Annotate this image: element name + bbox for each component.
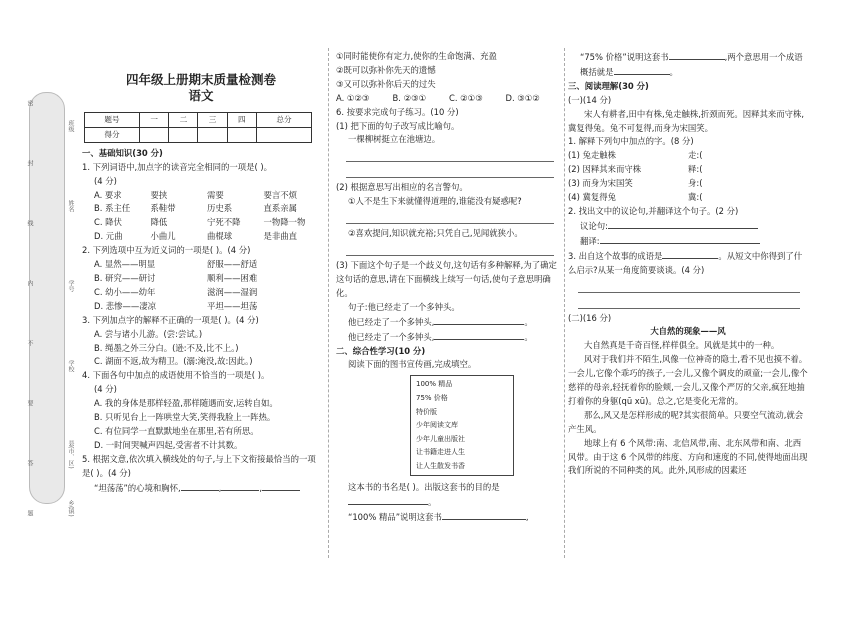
- answer-blank[interactable]: [262, 481, 300, 491]
- answer-line[interactable]: [346, 165, 554, 178]
- score-table: [84, 112, 312, 143]
- passage-2-para: 大自然真是千奇百怪,样样俱全。风就是其中的一种。: [584, 340, 780, 351]
- score-cell[interactable]: [198, 127, 227, 142]
- q1-option-a[interactable]: A. 要求 要挟 需要 要言不烦: [94, 189, 297, 200]
- answer-blank[interactable]: [662, 249, 718, 259]
- score-cell[interactable]: [169, 127, 198, 142]
- column-divider-1: [328, 48, 329, 558]
- fill-100-quality: “100% 精品”说明这套书 ,: [348, 512, 529, 523]
- fill-book-title: 这本书的书名是( )。出版这套书的目的是。: [348, 482, 500, 508]
- q3-option-c[interactable]: C. 湖面不返,故为精卫。(溺:淹没,故:因此。): [94, 356, 253, 367]
- answer-blank[interactable]: [669, 50, 725, 60]
- score-header: 三: [198, 113, 227, 128]
- part-1: (一)(14 分): [568, 94, 612, 105]
- question-6-2: (2) 根据意思写出相应的名言警句。: [336, 182, 468, 193]
- q1-item: (3) 而身为宋国笑 身:(: [568, 178, 703, 189]
- notice-6: 要: [26, 400, 33, 406]
- label-town: 乡(镇): [67, 500, 74, 517]
- passage-2-para: 风对于我们并不陌生,风像一位神奇的隐士,看不见也摸不着。一会儿,它像个乖巧的孩子,一会儿,又像个调皮的顽童;一会儿,像个慈祥的母亲,轻抚着你的脸颊,一会儿,又像个严厉的父亲,疯狂地抽打着你的身躯(qū xū)。总之,它是变化无常的。: [568, 354, 808, 406]
- book-poster: [410, 375, 514, 476]
- reading-q3: 3. 出自这个故事的成语是 。从短文中你得到了什么启示?从某一角度简要谈谈。(4 分): [568, 250, 803, 275]
- q4-option-d[interactable]: D. 一时间哭喊声四起,受害者不计其数。: [94, 439, 243, 450]
- notice-2: 封: [26, 160, 33, 166]
- section-reading: 三、阅读理解(30 分): [568, 80, 649, 91]
- passage-2-title: 大自然的现象——风: [650, 326, 726, 337]
- answer-blank[interactable]: [181, 481, 219, 491]
- column-right: [568, 50, 808, 478]
- label-name: 姓名: [67, 200, 74, 212]
- q4-option-b[interactable]: B. 只听见台上一阵哄堂大笑,笑得我脸上一阵热。: [94, 412, 276, 423]
- score-cell[interactable]: [256, 127, 311, 142]
- exam-title: 四年级上册期末质量检测卷: [125, 72, 276, 87]
- q2-option-c[interactable]: C. 幼小——幼年 滋润——湿润: [94, 286, 258, 297]
- q1-option-d[interactable]: D. 元曲 小曲儿 曲棍球 是非曲直: [94, 231, 297, 242]
- score-header: 一: [140, 113, 169, 128]
- question-2: 2. 下列选项中互为近义词的一项是( )。(4 分): [82, 245, 251, 256]
- book-item: 让人生散发书香: [416, 461, 465, 470]
- section-basic-knowledge: 一、基础知识(30 分): [82, 147, 163, 158]
- q5-option-c[interactable]: C. ②①③: [449, 92, 483, 103]
- book-item: 少年阅读文库: [416, 421, 458, 430]
- q1-option-b[interactable]: B. 系主任 系鞋带 历史系 直系亲属: [94, 203, 297, 214]
- q5-options: [336, 92, 562, 106]
- book-item: 100% 精品: [416, 380, 453, 389]
- book-item: 特价版: [416, 407, 437, 416]
- q3-option-a[interactable]: A. 尝与诸小儿游。(尝:尝试。): [94, 328, 203, 339]
- answer-blank[interactable]: [600, 234, 760, 244]
- q4-option-a[interactable]: A. 我的身体是那样轻盈,那样随遇而安,运转自如。: [94, 398, 278, 409]
- question-5: 5. 根据文意,依次填入横线处的句子,与上下文衔接最恰当的一项是( )。(4 分): [82, 453, 316, 478]
- column-divider-2: [564, 48, 565, 558]
- question-1-score: (4 分): [94, 175, 117, 186]
- notice-7: 答: [26, 460, 33, 466]
- answer-blank[interactable]: [221, 481, 259, 491]
- q5-option-d[interactable]: D. ③①②: [505, 92, 540, 103]
- column-middle: [336, 50, 562, 525]
- book-item: 少年儿童出版社: [416, 434, 465, 443]
- column-left: [82, 50, 320, 495]
- q5-sentence-1: ①同时能使你有定力,使你的生命饱满、充盈: [336, 51, 497, 61]
- book-item: 75% 价格: [416, 393, 448, 402]
- passage-2-para: 地球上有 6 个风带:南、北信风带,南、北东风带和南、北西风带。由于这 6 个风带的纬度、方向和速度的不同,使得地面出现我们所说的不同种类的风。此外,风形成的因素还: [568, 437, 808, 476]
- passage-2-para: 那么,风又是怎样形成的呢?其实很简单。只要空气流动,就会产生风。: [568, 409, 804, 434]
- score-cell[interactable]: [227, 127, 256, 142]
- answer-line[interactable]: [578, 296, 800, 309]
- label-school: 学校: [67, 360, 74, 372]
- question-6-1-text: 一棵柳树挺立在池塘边。: [348, 134, 441, 145]
- section-2-desc: 阅读下面的图书宣传画,完成填空。: [348, 359, 477, 370]
- q3-option-b[interactable]: B. 绳墨之外三分白。(逊:不及,比不上。): [94, 342, 239, 353]
- answer-blank[interactable]: [614, 65, 670, 75]
- q2-option-b[interactable]: B. 研究——研讨 顺利——困难: [94, 272, 258, 283]
- question-6: 6. 按要求完成句子练习。(10 分): [336, 106, 459, 117]
- question-6-1: (1) 把下面的句子改写成比喻句。: [336, 120, 460, 131]
- section-comprehensive: 二、综合性学习(10 分): [336, 345, 426, 356]
- q2-option-a[interactable]: A. 显然——明显 舒服——舒适: [94, 259, 258, 270]
- q2-argument: 议论句:: [568, 219, 808, 234]
- q1-item: (1) 兔走触株 走:(: [568, 150, 703, 161]
- label-number: 学号: [67, 280, 74, 292]
- answer-blank[interactable]: [442, 510, 526, 520]
- question-4: 4. 下面各句中加点的成语使用不恰当的一项是( )。: [82, 370, 270, 381]
- question-6-3: (3) 下面这个句子是一个歧义句,这句话有多种解释,为了确定这句话的意思,请在下面横线上续写一句话,使句子意思明确化。: [336, 260, 557, 298]
- question-6-2b: ②喜欢提问,知识就充裕;只凭自己,见闻就狭小。: [348, 228, 523, 239]
- exam-subject: 语文: [188, 88, 214, 103]
- passage-1: 宋人有耕者,田中有株,兔走触株,折颈而死。因释其来而守株,冀复得兔。兔不可复得,而身为宋国笑。: [568, 108, 805, 133]
- question-3: 3. 下列加点字的解释不正确的一项是( )。(4 分): [82, 314, 259, 325]
- score-cell[interactable]: [140, 127, 169, 142]
- q2-option-d[interactable]: D. 悲惨——凄凉 平坦——坦荡: [94, 300, 258, 311]
- notice-1: 密: [26, 100, 33, 106]
- score-header: 题号: [85, 113, 140, 128]
- q4-option-c[interactable]: C. 有位同学一直默默地坐在那里,若有所思。: [94, 425, 259, 436]
- answer-line[interactable]: [578, 280, 800, 293]
- q1-option-c[interactable]: C. 降伏 降低 宁死不降 一物降一物: [94, 217, 306, 228]
- q5-sentence-2: ②既可以弥补你先天的遗憾: [336, 64, 436, 75]
- score-header: 总分: [256, 113, 311, 128]
- score-label: 得分: [85, 127, 140, 142]
- answer-line[interactable]: [346, 149, 554, 162]
- question-1: 1. 下列词语中,加点字的读音完全相同的一项是( )。: [82, 161, 273, 172]
- answer-line[interactable]: [346, 211, 554, 224]
- q6-3-line-2: 他已经走了一个多钟头, 。: [348, 331, 533, 342]
- question-6-2a: ①人不是生下来就懂得道理的,谁能没有疑惑呢?: [348, 196, 522, 207]
- question-4-score: (4 分): [94, 384, 117, 395]
- question-6-3-text: 句子:他已经走了一个多钟头。: [348, 301, 460, 312]
- q5-sentence-3: ③又可以弥补你后天的过失: [336, 78, 436, 89]
- label-county: 县(市、区): [67, 440, 74, 469]
- question-5-passage: “坦荡荡”的心境和胸怀, , ,: [82, 481, 320, 496]
- label-class: 班级: [67, 120, 74, 132]
- notice-8: 题: [26, 510, 33, 516]
- fill-75-price: “75% 价格”说明这套书 ,两个意思用一个成语概括就是 。: [580, 52, 803, 77]
- notice-5: 不: [26, 340, 33, 346]
- notice-3: 线: [26, 220, 33, 226]
- q5-option-a[interactable]: A. ①②③: [336, 92, 370, 103]
- reading-q1: 1. 解释下列句中加点的字。(8 分): [568, 136, 694, 147]
- q6-3-line-1: 他已经走了一个多钟头, 。: [348, 316, 533, 327]
- notice-4: 内: [26, 280, 33, 286]
- q1-item: (4) 冀复得兔 冀:(: [568, 192, 703, 203]
- answer-line[interactable]: [346, 243, 554, 256]
- answer-blank[interactable]: [434, 330, 524, 340]
- q5-option-b[interactable]: B. ②③①: [392, 92, 427, 103]
- score-header: 二: [169, 113, 198, 128]
- q2-translation: 翻译:: [568, 234, 808, 249]
- binding-strip: [29, 92, 65, 504]
- binding-margin: [22, 40, 74, 560]
- answer-blank[interactable]: [348, 495, 428, 505]
- score-header: 四: [227, 113, 256, 128]
- answer-blank[interactable]: [608, 219, 758, 229]
- reading-q2: 2. 找出文中的议论句,并翻译这个句子。(2 分): [568, 205, 739, 216]
- q1-item: (2) 因释其来而守株 释:(: [568, 164, 703, 175]
- book-item: 让书籍走进人生: [416, 448, 465, 457]
- part-2: (二)(16 分): [568, 312, 612, 323]
- answer-blank[interactable]: [434, 315, 524, 325]
